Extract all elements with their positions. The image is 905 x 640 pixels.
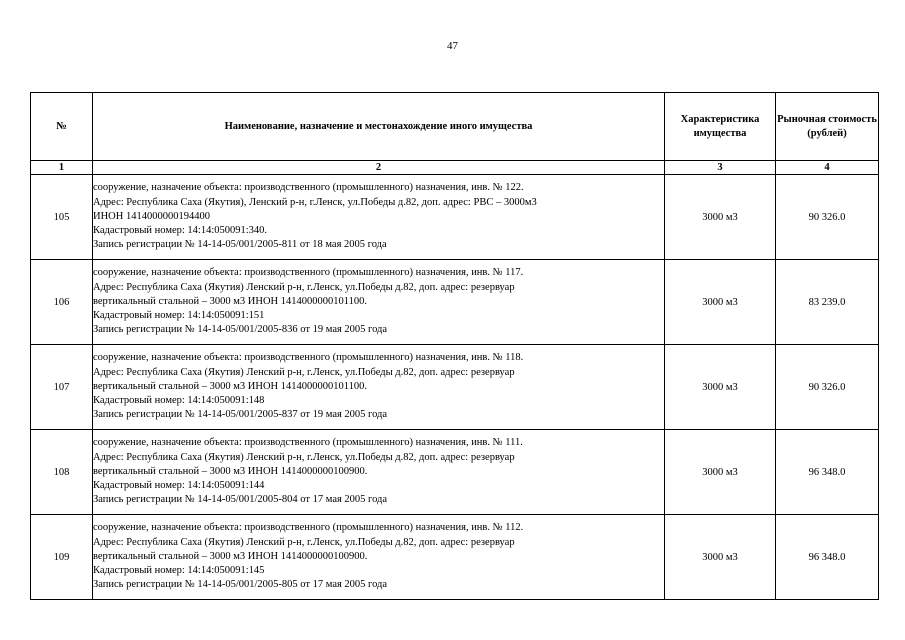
column-index-row [31,161,879,175]
property-description [93,345,665,430]
row-number: 109 [31,515,93,600]
table-row [31,430,879,515]
description-line: ИНОН 1414000000194400 [93,210,210,222]
row-number: 106 [31,260,93,345]
property-characteristic: 3000 м3 [665,515,776,600]
property-description [93,515,665,600]
description-line: Кадастровый номер: 14:14:050091:148 [93,395,265,407]
description-line: Запись регистрации № 14-14-05/001/2005-804 от 17 мая 2005 года [93,494,388,506]
description-line: Запись регистрации № 14-14-05/001/2005-837 от 19 мая 2005 года [93,409,388,421]
table-header-row [31,93,879,161]
header-market-value: Рыночная стоимость (рублей) [776,93,879,161]
property-characteristic: 3000 м3 [665,260,776,345]
description-line: сооружение, назначение объекта: производственного (промышленного) назначения, инв. № 111. [93,437,523,449]
description-line: сооружение, назначение объекта: производственного (промышленного) назначения, инв. № 122. [93,182,524,194]
description-line: Кадастровый номер: 14:14:050091:144 [93,480,265,492]
description-line: вертикальный стальной – 3000 м3 ИНОН 1414000000100900. [93,550,368,562]
market-value: 96 348.0 [776,515,879,600]
header-characteristic: Характеристика имущества [665,93,776,161]
property-description [93,260,665,345]
property-characteristic: 3000 м3 [665,345,776,430]
description-line: Адрес: Республика Саха (Якутия) Ленский р-н, г.Ленск, ул.Победы д.82, доп. адрес: резервуар [93,366,515,378]
description-line: Кадастровый номер: 14:14:050091:151 [93,310,265,322]
description-line: вертикальный стальной – 3000 м3 ИНОН 1414000000100900. [93,465,368,477]
row-number: 108 [31,430,93,515]
description-line: Запись регистрации № 14-14-05/001/2005-805 от 17 мая 2005 года [93,579,388,591]
table-row [31,345,879,430]
description-line: Адрес: Республика Саха (Якутия), Ленский р-н, г.Ленск, ул.Победы д.82, доп. адрес: РВС – 3000м3 [93,196,537,208]
description-line: сооружение, назначение объекта: производственного (промышленного) назначения, инв. № 118. [93,352,524,364]
row-number: 107 [31,345,93,430]
description-line: вертикальный стальной – 3000 м3 ИНОН 1414000000101100. [93,380,367,392]
market-value: 96 348.0 [776,430,879,515]
description-line: сооружение, назначение объекта: производственного (промышленного) назначения, инв. № 117. [93,267,524,279]
description-line: Запись регистрации № 14-14-05/001/2005-836 от 19 мая 2005 года [93,324,388,336]
market-value: 90 326.0 [776,175,879,260]
table-row [31,175,879,260]
market-value: 90 326.0 [776,345,879,430]
table-row [31,515,879,600]
row-number: 105 [31,175,93,260]
description-line: вертикальный стальной – 3000 м3 ИНОН 1414000000101100. [93,295,367,307]
column-index: 2 [93,161,665,175]
header-num: № [31,93,93,161]
description-line: сооружение, назначение объекта: производственного (промышленного) назначения, инв. № 112. [93,522,524,534]
table-row [31,260,879,345]
description-line: Адрес: Республика Саха (Якутия) Ленский р-н, г.Ленск, ул.Победы д.82, доп. адрес: резервуар [93,281,515,293]
market-value: 83 239.0 [776,260,879,345]
column-index: 3 [665,161,776,175]
column-index: 1 [31,161,93,175]
property-characteristic: 3000 м3 [665,430,776,515]
description-line: Кадастровый номер: 14:14:050091:145 [93,565,265,577]
property-table [30,92,879,600]
header-name: Наименование, назначение и местонахождение иного имущества [93,93,665,161]
description-line: Запись регистрации № 14-14-05/001/2005-811 от 18 мая 2005 года [93,239,387,251]
property-characteristic: 3000 м3 [665,175,776,260]
description-line: Адрес: Республика Саха (Якутия) Ленский р-н, г.Ленск, ул.Победы д.82, доп. адрес: резервуар [93,536,515,548]
description-line: Адрес: Республика Саха (Якутия) Ленский р-н, г.Ленск, ул.Победы д.82, доп. адрес: резервуар [93,451,515,463]
column-index: 4 [776,161,879,175]
property-description [93,430,665,515]
description-line: Кадастровый номер: 14:14:050091:340. [93,225,268,237]
page-number: 47 [447,40,458,52]
property-description [93,175,665,260]
